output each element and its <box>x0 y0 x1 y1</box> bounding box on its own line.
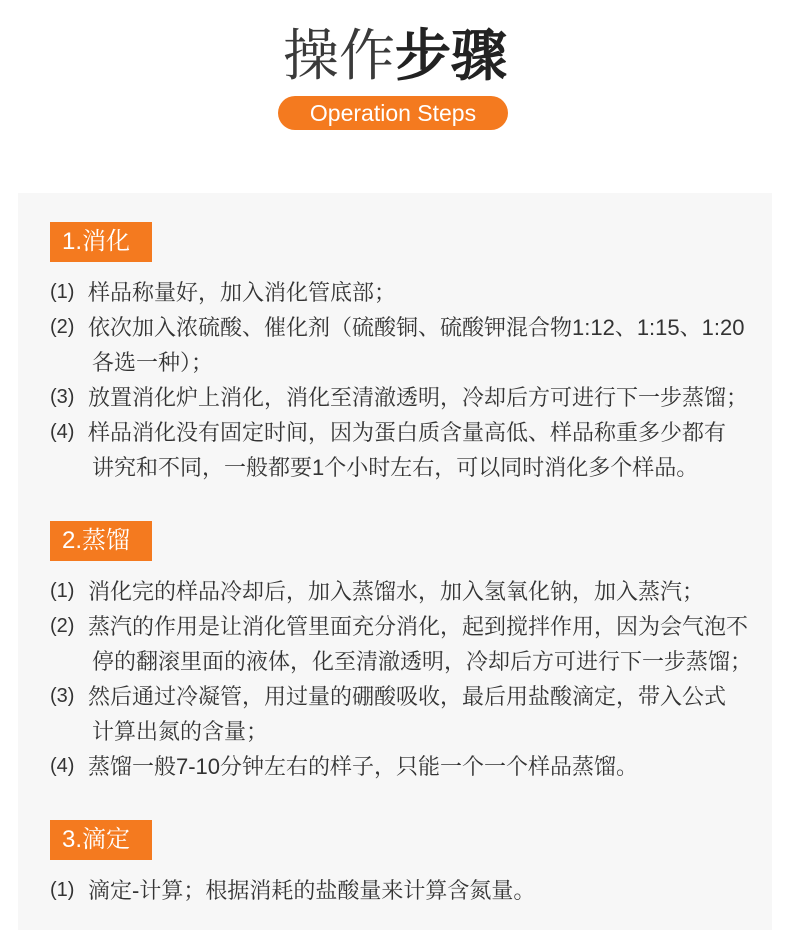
step-text: 蒸汽的作用是让消化管里面充分消化，起到搅拌作用，因为会气泡不 <box>88 614 749 639</box>
step-item <box>50 609 756 679</box>
step-text: 放置消化炉上消化，消化至清澈透明，冷却后方可进行下一步蒸馏； <box>88 385 749 410</box>
step-number: (4) <box>50 421 75 443</box>
step-number: (3) <box>50 386 75 408</box>
step-number: (2) <box>50 316 75 338</box>
section-label: 1.消化 <box>50 222 152 262</box>
step-text: 样品消化没有固定时间，因为蛋白质含量高低、样品称重多少都有 <box>88 420 727 445</box>
step-item <box>50 415 756 485</box>
step-number: (1) <box>50 580 75 602</box>
section-digestion <box>50 222 756 485</box>
step-text: 依次加入浓硫酸、催化剂（硫酸铜、硫酸钾混合物1:12、1:15、1:20 <box>88 315 745 340</box>
step-text: 消化完的样品冷却后，加入蒸馏水，加入氢氧化钠，加入蒸汽； <box>88 579 705 604</box>
step-item <box>50 679 756 749</box>
step-item <box>50 873 756 908</box>
step-text: 讲究和不同，一般都要1个小时左右，可以同时消化多个样品。 <box>92 455 699 480</box>
section-label: 3.滴定 <box>50 820 152 860</box>
step-item <box>50 380 756 415</box>
step-number: (1) <box>50 879 75 901</box>
page-title-light: 操作 <box>283 24 395 87</box>
page-title-bold: 步骤 <box>395 24 507 87</box>
step-number: (3) <box>50 685 75 707</box>
step-number: (2) <box>50 615 75 637</box>
step-list <box>50 275 756 485</box>
step-text: 计算出氮的含量； <box>92 719 269 744</box>
step-text: 样品称量好，加入消化管底部； <box>88 280 397 305</box>
step-item <box>50 275 756 310</box>
step-number: (4) <box>50 755 75 777</box>
section-distillation <box>50 521 756 784</box>
step-text: 然后通过冷凝管，用过量的硼酸吸收，最后用盐酸滴定，带入公式 <box>88 684 727 709</box>
step-list <box>50 574 756 784</box>
subtitle-badge: Operation Steps <box>278 96 508 130</box>
step-item <box>50 574 756 609</box>
step-text: 滴定-计算；根据消耗的盐酸量来计算含氮量。 <box>88 878 536 903</box>
step-text: 蒸馏一般7-10分钟左右的样子，只能一个一个样品蒸馏。 <box>88 754 639 779</box>
step-text: 各选一种）； <box>92 350 214 375</box>
step-text: 停的翻滚里面的液体，化至清澈透明，冷却后方可进行下一步蒸馏； <box>92 649 753 674</box>
step-list <box>50 873 756 908</box>
step-item <box>50 310 756 380</box>
page-title <box>0 26 790 86</box>
section-label: 2.蒸馏 <box>50 521 152 561</box>
step-item <box>50 749 756 784</box>
section-titration <box>50 820 756 908</box>
step-number: (1) <box>50 281 75 303</box>
steps-panel <box>18 193 772 930</box>
